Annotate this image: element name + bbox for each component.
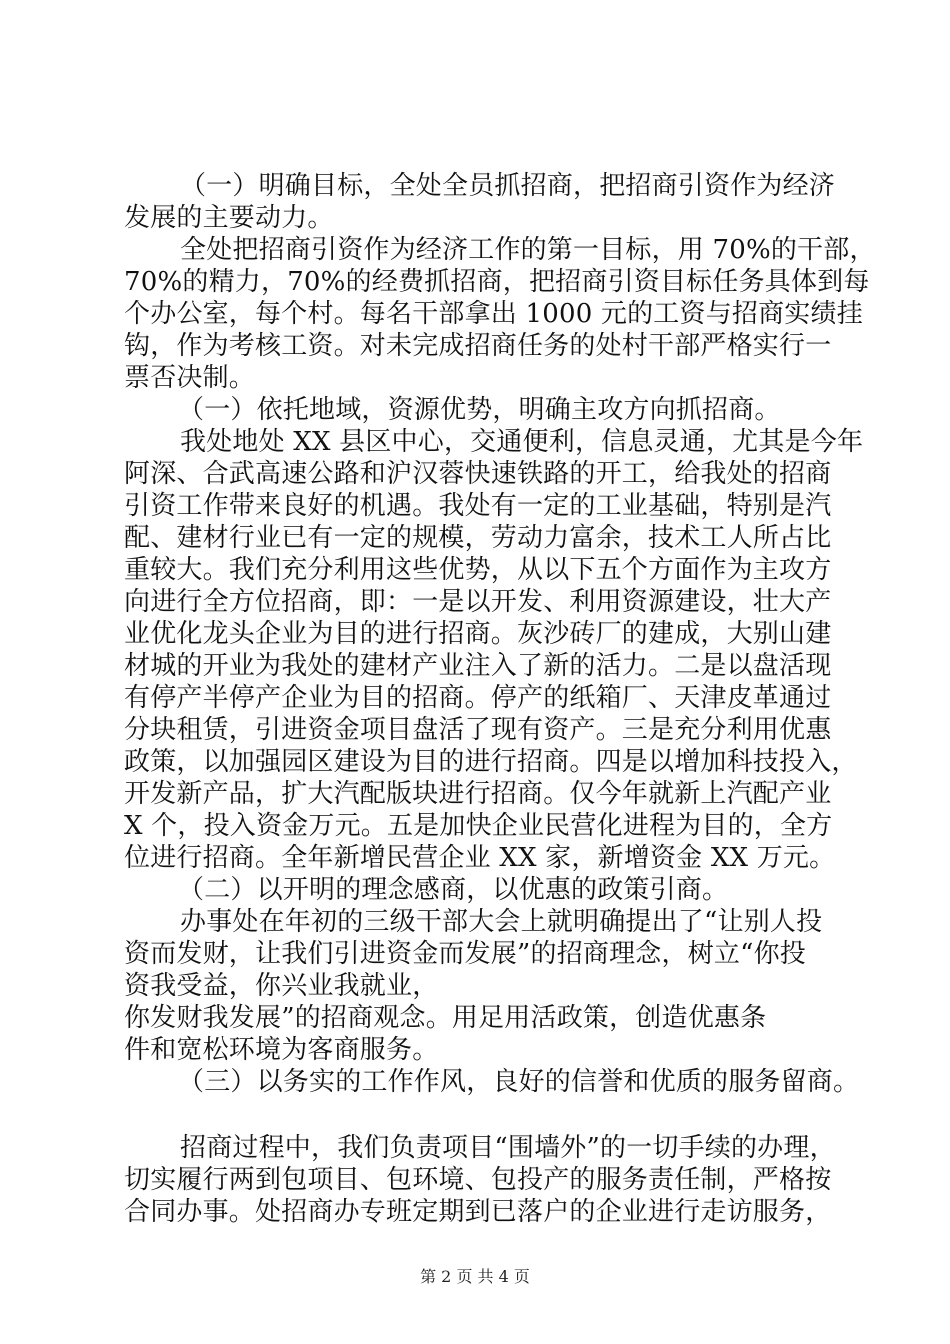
text-line: 发展的主要动力。 [124,203,334,233]
text-line: 切实履行两到包项目、包环境、包投产的服务责任制，严格按 [124,1165,832,1195]
text-line: 引资工作带来良好的机遇。我处有一定的工业基础，特别是汽 [124,491,832,521]
text-line: 阿深、合武高速公路和沪汉蓉快速铁路的开工，给我处的招商 [124,459,832,489]
text-line: 票否决制。 [124,363,256,393]
text-line: 有停产半停产企业为目的招商。停产的纸箱厂、天津皮革通过 [124,683,832,713]
text-line: 个办公室，每个村。每名干部拿出 1000 元的工资与招商实绩挂 [124,299,863,329]
text-line: 办事处在年初的三级干部大会上就明确提出了“让别人投 [180,907,823,937]
page-number-footer: 第 2 页 共 4 页 [420,1267,530,1286]
text-line: （一）依托地域，资源优势，明确主攻方向抓招商。 [178,395,781,425]
text-line: 政策，以加强园区建设为目的进行招商。四是以增加科技投入， [124,747,858,777]
text-line: 我处地处 XX 县区中心，交通便利，信息灵通，尤其是今年 [180,427,864,457]
text-line: 重较大。我们充分利用这些优势，从以下五个方面作为主攻方 [124,555,832,585]
text-line: 招商过程中，我们负责项目“围墙外”的一切手续的办理， [180,1133,836,1163]
text-line: 向进行全方位招商，即：一是以开发、利用资源建设，壮大产 [124,587,832,617]
text-line: 配、建材行业已有一定的规模，劳动力富余，技术工人所占比 [124,523,832,553]
text-line: 合同办事。处招商办专班定期到已落户的企业进行走访服务， [124,1197,832,1227]
text-line: 位进行招商。全年新增民营企业 XX 家，新增资金 XX 万元。 [124,843,836,873]
text-line: 你发财我发展”的招商观念。用足用活政策，创造优惠条 [124,1003,767,1033]
text-line: X 个，投入资金万元。五是加快企业民营化进程为目的，全方 [124,811,833,841]
text-line: 材城的开业为我处的建材产业注入了新的活力。二是以盘活现 [124,651,832,681]
text-line: （一）明确目标，全处全员抓招商，把招商引资作为经济 [180,171,836,201]
text-line: 业优化龙头企业为目的进行招商。灰沙砖厂的建成，大别山建 [124,619,832,649]
text-line: 开发新产品，扩大汽配版块进行招商。仅今年就新上汽配产业 [124,779,832,809]
text-line [124,1098,844,1132]
text-line: 全处把招商引资作为经济工作的第一目标，用 70%的干部， [180,235,876,265]
text-line: 件和宽松环境为客商服务。 [124,1035,439,1065]
text-line: 分块租赁，引进资金项目盘活了现有资产。三是充分利用优惠 [124,715,832,745]
text-line: （二）以开明的理念感商，以优惠的政策引商。 [178,875,729,905]
text-line: 钩，作为考核工资。对未完成招商任务的处村干部严格实行一 [124,331,832,361]
document-body [124,170,876,1228]
text-line: 资而发财，让我们引进资金而发展”的招商理念，树立“你投 [124,939,806,969]
text-line: （三）以务实的工作作风，良好的信誉和优质的服务留商。 [178,1067,860,1097]
text-line: 资我受益，你兴业我就业， [124,971,439,1001]
text-line: 70%的精力，70%的经费抓招商，把招商引资目标任务具体到每 [124,267,870,297]
